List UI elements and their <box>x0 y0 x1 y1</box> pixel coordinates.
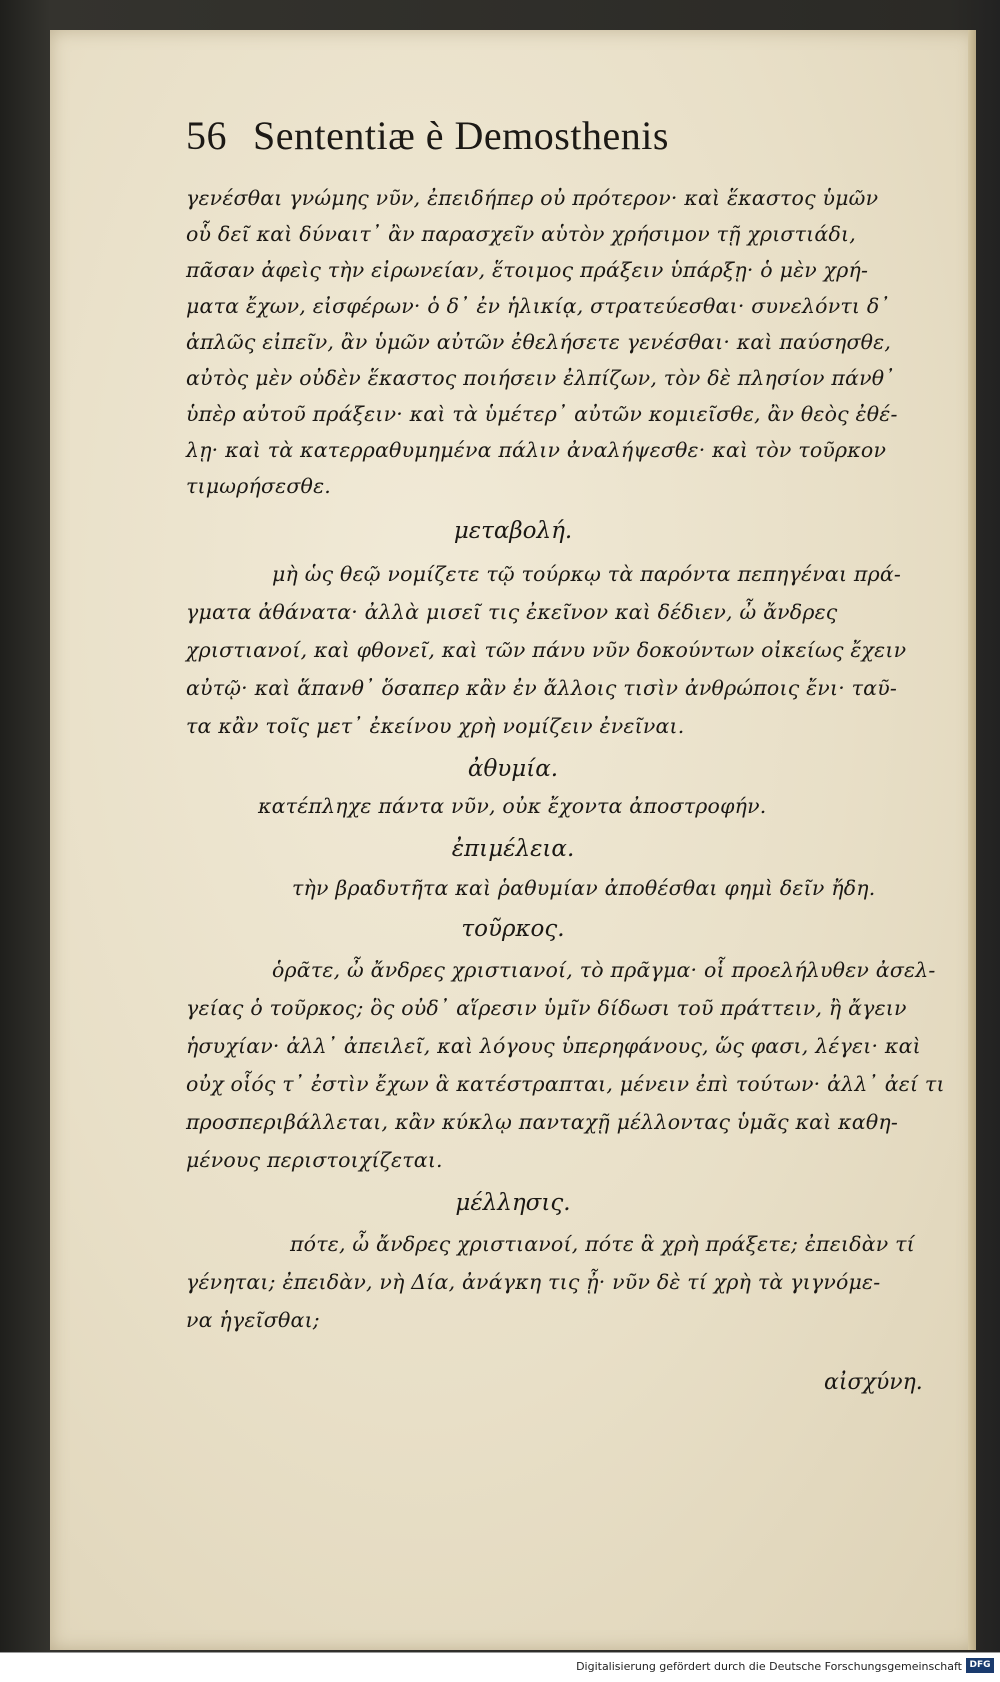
dfg-logo-icon: DFG <box>966 1658 994 1673</box>
text-line: γματα ἀθάνατα· ἀλλὰ μισεῖ τις ἐκεῖνον καὶ δέδιεν, ὦ ἄνδρες <box>186 600 838 624</box>
section-heading: μέλλησις. <box>455 1190 571 1216</box>
text-line: χριστιανοί, καὶ φθονεῖ, καὶ τῶν πάνυ νῦν δοκούντων οἰκείως ἔχειν <box>186 638 907 662</box>
text-line: να ἡγεῖσθαι; <box>186 1308 320 1332</box>
text-line: αὐτὸς μὲν οὐδὲν ἕκαστος ποιήσειν ἐλπίζων, τὸν δὲ πλησίον πάνθ᾽ <box>186 366 895 390</box>
section-heading: ἐπιμέλεια. <box>451 836 575 862</box>
text-line: ὑπὲρ αὐτοῦ πράξειν· καὶ τὰ ὑμέτερ᾽ αὐτῶν κομιεῖσθε, ἂν θεὸς ἐθέ- <box>186 402 898 426</box>
text-line: προσπεριβάλλεται, κἂν κύκλῳ πανταχῇ μέλλοντας ὑμᾶς καὶ καθη- <box>186 1110 898 1134</box>
text-line: ἡσυχίαν· ἀλλ᾽ ἀπειλεῖ, καὶ λόγους ὑπερηφάνους, ὥς φασι, λέγει· καὶ <box>186 1034 921 1058</box>
text-line: τὴν βραδυτῆτα καὶ ῥαθυμίαν ἀποθέσθαι φημὶ δεῖν ἤδη. <box>292 876 876 900</box>
text-line: πᾶσαν ἀφεὶς τὴν εἰρωνείαν, ἕτοιμος πράξειν ὑπάρξῃ· ὁ μὲν χρή- <box>186 258 869 282</box>
section-heading: μεταβολή. <box>453 518 573 544</box>
text-line: λῃ· καὶ τὰ κατερραθυμημένα πάλιν ἀναλήψεσθε· καὶ τὸν τοῦρκον <box>186 438 887 462</box>
text-line: μένους περιστοιχίζεται. <box>186 1148 443 1172</box>
catchword: αἰσχύνη. <box>824 1370 923 1395</box>
text-line: ἁπλῶς εἰπεῖν, ἂν ὑμῶν αὐτῶν ἐθελήσετε γενέσθαι· καὶ παύσησθε, <box>186 330 892 354</box>
running-title: Sententiæ è Demosthenis <box>253 113 669 158</box>
text-line: τιμωρήσεσθε. <box>186 474 331 498</box>
text-line: οὗ δεῖ καὶ δύναιτ᾽ ἂν παρασχεῖν αὑτὸν χρήσιμον τῇ χριστιάδι, <box>186 222 856 246</box>
text-line: κατέπληχε πάντα νῦν, οὐκ ἔχοντα ἀποστροφήν. <box>258 794 767 818</box>
text-line: γενέσθαι γνώμης νῦν, ἐπειδήπερ οὐ πρότερον· καὶ ἕκαστος ὑμῶν <box>186 186 879 210</box>
text-line: ματα ἔχων, εἰσφέρων· ὁ δ᾽ ἐν ἡλικίᾳ, στρατεύεσθαι· συνελόντι δ᾽ <box>186 294 890 318</box>
text-line: ὁρᾶτε, ὦ ἄνδρες χριστιανοί, τὸ πρᾶγμα· οἷ προελήλυθεν ἀσελ- <box>272 958 936 982</box>
running-header <box>186 112 669 159</box>
funding-credit: Digitalisierung gefördert durch die Deutsche Forschungsgemeinschaft <box>576 1660 962 1673</box>
page-number: 56 <box>186 113 227 158</box>
text-line: γείας ὁ τοῦρκος; ὃς οὐδ᾽ αἵρεσιν ὑμῖν δίδωσι τοῦ πράττειν, ἢ ἄγειν <box>186 996 907 1020</box>
section-heading: ἀθυμία. <box>467 756 559 782</box>
text-line: πότε, ὦ ἄνδρες χριστιανοί, πότε ἃ χρὴ πράξετε; ἐπειδὰν τί <box>290 1232 915 1256</box>
digitization-footer <box>0 1652 1000 1682</box>
text-line: μὴ ὡς θεῷ νομίζετε τῷ τούρκῳ τὰ παρόντα πεπηγέναι πρά- <box>272 562 902 586</box>
text-line: γένηται; ἐπειδὰν, νὴ Δία, ἀνάγκη τις ᾖ· νῦν δὲ τί χρὴ τὰ γιγνόμε- <box>186 1270 881 1294</box>
text-line: οὐχ οἷός τ᾽ ἐστὶν ἔχων ἃ κατέστραπται, μένειν ἐπὶ τούτων· ἀλλ᾽ ἀεί τι <box>186 1072 945 1096</box>
text-line: τα κἂν τοῖς μετ᾽ ἐκείνου χρὴ νομίζειν ἐνεῖναι. <box>186 714 685 738</box>
section-heading: τοῦρκος. <box>461 916 565 942</box>
text-line: αὐτῷ· καὶ ἅπανθ᾽ ὅσαπερ κἂν ἐν ἄλλοις τισὶν ἀνθρώποις ἔνι· ταῦ- <box>186 676 898 700</box>
